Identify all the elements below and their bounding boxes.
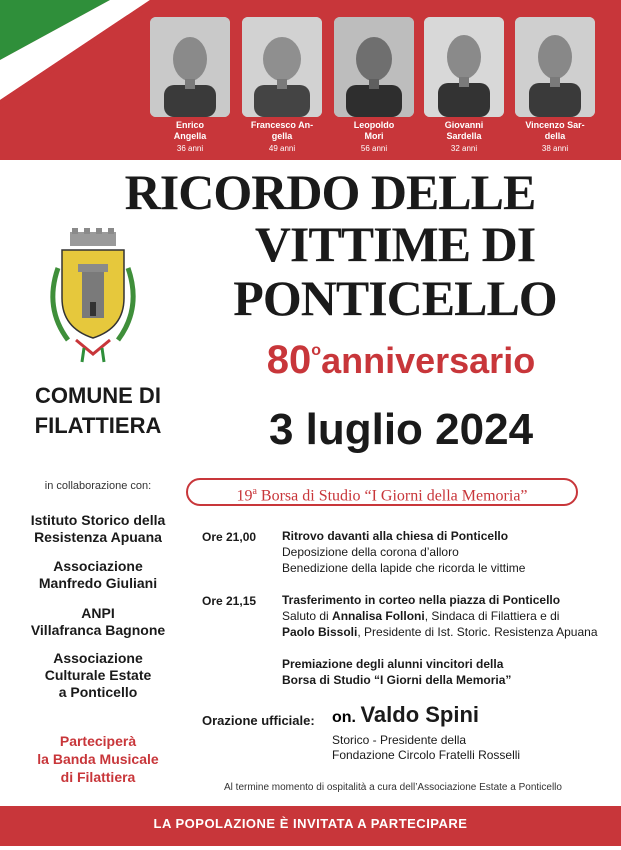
oration-role: Storico - Presidente della: [332, 733, 467, 747]
time-1: Ore 21,00: [202, 530, 257, 544]
portrait-vincenzo-sardella: [515, 17, 595, 117]
program-line: Paolo Bissoli, Presidente di Ist. Storic. Resistenza Apuana: [282, 625, 598, 639]
coat-of-arms-icon: [38, 228, 148, 368]
program-head: Ritrovo davanti alla chiesa di Ponticello: [282, 529, 509, 543]
closing-note: Al termine momento di ospitalità a cura dell’Associazione Estate a Ponticello: [224, 782, 562, 793]
title-line-2: VITTIME DI: [254, 216, 536, 272]
title-line-1: RICORDO DELLE: [124, 164, 536, 220]
program-head: Borsa di Studio “I Giorni della Memoria”: [282, 673, 512, 687]
victim-age: 38 anni: [541, 144, 569, 153]
anniversary-heading: [196, 338, 606, 383]
borsa-di-studio-banner: 19$^a$ Borsa di Studio “I Giorni della Memoria”: [186, 478, 578, 506]
victim-age: 49 anni: [268, 144, 296, 153]
oration-speaker: on. Valdo Spini: [332, 702, 480, 727]
oration-role: Fondazione Circolo Fratelli Rosselli: [332, 748, 521, 762]
program-line: Deposizione della corona d’alloro: [282, 545, 459, 559]
portrait-giovanni-sardella: [424, 17, 504, 117]
event-date: 3 luglio 2024: [268, 405, 534, 454]
time-2: Ore 21,15: [202, 594, 257, 608]
program-head: Premiazione degli alunni vincitori della: [282, 657, 504, 671]
collaborator-org: ANPI Villafranca Bagnone: [30, 605, 166, 638]
band-announcement: Parteciperà la Banda Musicale di Filattiera: [37, 733, 159, 785]
portrait-leopoldo-mori: [334, 17, 414, 117]
flag-stripes-icon: [0, 0, 150, 160]
anniversary-word: anniversario: [321, 340, 536, 381]
title-line-3: PONTICELLO: [233, 270, 557, 326]
anniversary-superscript: o: [311, 342, 322, 359]
collaborator-org: Associazione Manfredo Giuliani: [38, 558, 158, 591]
comune-line-2: FILATTIERA: [34, 413, 162, 438]
victim-name: Enrico Angella: [173, 120, 207, 141]
victim-name: Leopoldo Mori: [353, 120, 395, 141]
victim-name: Francesco An- gella: [250, 120, 314, 141]
program-line: Benedizione della lapide che ricorda le vittime: [282, 561, 526, 575]
victim-name: Vincenzo Sar- della: [525, 120, 585, 141]
footer-invitation: LA POPOLAZIONE È INVITATA A PARTECIPARE: [153, 816, 468, 831]
victim-age: 32 anni: [450, 144, 478, 153]
collaboration-intro: in collaborazione con:: [44, 480, 152, 492]
program-block-1: [282, 528, 612, 576]
collaborator-org: Istituto Storico della Resistenza Apuana: [30, 512, 166, 545]
program-block-3: [282, 656, 612, 688]
program-line: Saluto di Annalisa Folloni, Sindaca di Filattiera e di: [282, 609, 560, 623]
program-block-2: [282, 592, 616, 640]
victim-age: 36 anni: [176, 144, 204, 153]
portrait-francesco-angella: [242, 17, 322, 117]
program-head: Trasferimento in corteo nella piazza di Ponticello: [282, 593, 561, 607]
victim-age: 56 anni: [360, 144, 388, 153]
anniversary-number: 80: [266, 338, 312, 382]
victim-name: Giovanni Sardella: [444, 120, 484, 141]
collaborator-org: Associazione Culturale Estate a Ponticello: [44, 650, 152, 700]
oration-label: Orazione ufficiale:: [202, 713, 315, 728]
portrait-enrico-angella: [150, 17, 230, 117]
comune-line-1: COMUNE DI: [35, 383, 161, 408]
